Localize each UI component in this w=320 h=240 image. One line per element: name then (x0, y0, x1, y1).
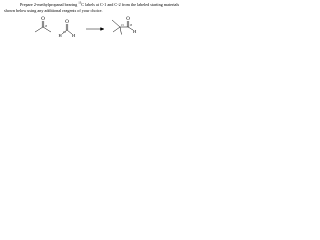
isotope-label: 13 (78, 0, 82, 5)
bond (120, 27, 122, 35)
hydrogen-label: H (58, 33, 62, 38)
question-line-1-start: Prepare 2-methylpropanal bearing (20, 2, 79, 7)
question-line-1-end: C labels at C-1 and C-2 from the labeled starting materials (81, 2, 180, 7)
starting-material-ketone (35, 21, 51, 32)
bond (113, 27, 120, 32)
isotope-label: 13 (44, 25, 48, 28)
bond (112, 20, 120, 27)
hydrogen-label: H (133, 29, 137, 34)
isotope-label: 13 (63, 31, 66, 34)
product-aldehyde (112, 20, 133, 35)
arrow-head (101, 28, 105, 31)
oxygen-label: O (65, 20, 69, 25)
oxygen-label: O (41, 17, 45, 22)
bond (35, 27, 43, 32)
oxygen-label: O (126, 17, 130, 22)
reaction-scheme (0, 0, 200, 131)
isotope-label: 13 (129, 24, 133, 27)
question-line-2: shown below using any additional reagents of your choice. (4, 8, 103, 13)
isotope-label: 13 (121, 24, 124, 27)
hydrogen-label: H (72, 33, 76, 38)
reaction-arrow (86, 28, 104, 31)
